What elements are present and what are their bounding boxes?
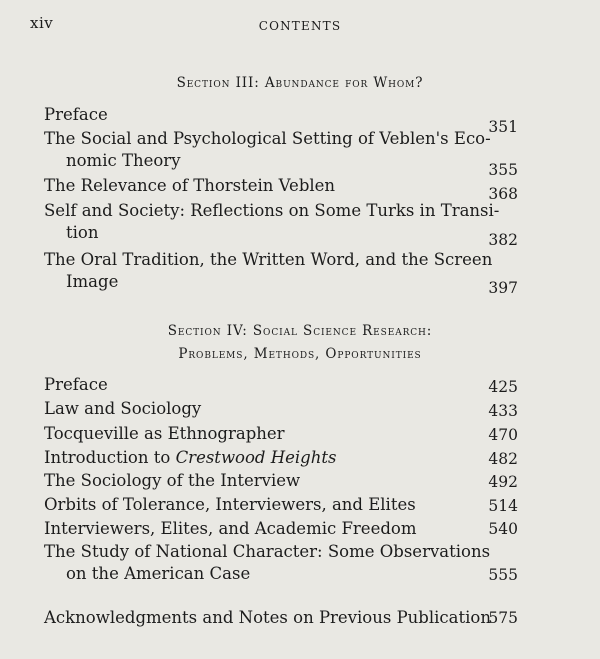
toc-entry (44, 104, 540, 136)
entry-title: Orbits of Tolerance, Interviewers, and Elites (44, 495, 416, 514)
entry-title: Self and Society: Reflections on Some Turks in Transi- (44, 201, 500, 220)
entry-page: 351 (488, 118, 518, 136)
entry-title (44, 447, 540, 469)
entry-page: 514 (488, 497, 518, 515)
entry-title-continued: Image (66, 272, 119, 291)
entry-page: 382 (488, 231, 518, 249)
toc-entry (44, 423, 540, 445)
section-4-subtitle: Problems, Methods, Opportunities (178, 346, 422, 362)
entry-title: The Oral Tradition, the Written Word, and the Screen (44, 250, 493, 269)
entry-page: 355 (488, 161, 518, 179)
entry-page: 555 (488, 566, 518, 584)
entry-title: Interviewers, Elites, and Academic Freedom (44, 519, 417, 538)
entry-page: 575 (488, 609, 518, 627)
section-4-title: Section IV: Social Science Research: (167, 323, 433, 339)
running-header: CONTENTS (258, 19, 342, 33)
entry-title: Preface (44, 105, 108, 124)
toc-entry (44, 541, 540, 585)
entry-page: 368 (488, 185, 518, 203)
toc-entry (44, 398, 540, 420)
entry-title-continued: tion (66, 223, 99, 242)
entry-page: 470 (488, 426, 518, 444)
entry-title: The Relevance of Thorstein Veblen (44, 176, 336, 195)
toc-entry (44, 494, 540, 516)
entry-title: Law and Sociology (44, 399, 202, 418)
entry-page: 397 (488, 279, 518, 297)
entry-title-continued: nomic Theory (66, 151, 181, 170)
section-3-title: Section III: Abundance for Whom? (176, 75, 424, 91)
toc-entry (44, 447, 540, 469)
entry-title: The Study of National Character: Some Observations (44, 542, 491, 561)
toc-entry (44, 249, 540, 297)
entry-page: 425 (488, 378, 518, 396)
entry-title-text: Introduction to (44, 448, 176, 467)
entry-page: 540 (488, 520, 518, 538)
toc-entry (44, 175, 540, 203)
entry-title: Tocqueville as Ethnographer (44, 424, 285, 443)
page-number: xiv (30, 14, 54, 32)
entry-page: 492 (488, 473, 518, 491)
entry-title: The Social and Psychological Setting of Veblen's Eco- (44, 129, 491, 148)
entry-title-italic: Crestwood Heights (175, 448, 337, 467)
toc-entry (44, 518, 540, 540)
entry-page: 482 (488, 450, 518, 468)
toc-entry (44, 200, 540, 249)
toc-entry (44, 128, 540, 179)
entry-title: The Sociology of the Interview (44, 471, 301, 490)
toc-entry (44, 607, 540, 629)
entry-title: Acknowledgments and Notes on Previous Publication (44, 608, 491, 627)
entry-title: Preface (44, 375, 108, 394)
entry-title-continued: on the American Case (66, 564, 251, 583)
toc-entry (44, 374, 540, 396)
toc-entry (44, 470, 540, 492)
entry-page: 433 (488, 402, 518, 420)
